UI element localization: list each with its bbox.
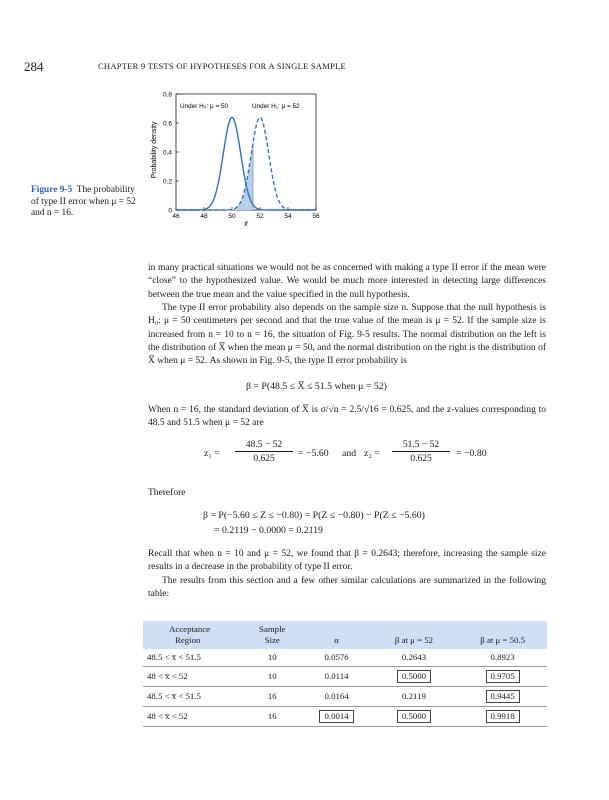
header-acceptance-region [143, 621, 241, 649]
cell-beta-52: 0.2643 [401, 652, 427, 662]
x-tick-label: 50 [228, 213, 236, 220]
cell-beta-52 [370, 667, 459, 687]
boxed-value: 0.0014 [319, 710, 353, 723]
z1-result: = −5.60 [298, 448, 329, 459]
z2-fraction [392, 440, 450, 464]
y-tick-label: 0 [168, 207, 172, 215]
paragraph-5: The results from this section and a few other similar calculations are summarized in the following table: [148, 576, 546, 600]
header-beta-50-5: β at μ = 50.5 [480, 635, 525, 645]
z1-numerator: 48.5 − 52 [235, 440, 293, 452]
paragraph-2: The type II error probability also depends on the sample size n. Suppose that the null hypothesis is H₀: μ = 50 centimeters per second and that the true value of the mean is μ = 52. If the sample size is increased from n = 10 to n = 16, the situation of Fig. 9-5 results. The normal distribution on the left is the distribution of X̅ when the mean μ = 50, and the normal distribution on the right is the distribution of X̅ when μ = 52. As shown in Fig. 9-5, the type II error probability is [148, 303, 546, 367]
legend-h0-label: Under H₀: μ = 50 [180, 103, 229, 110]
table-row [143, 649, 547, 667]
y-axis-title [151, 121, 158, 178]
cell-alpha: 0.0576 [324, 652, 349, 662]
paragraph-1: in many practical situations we would not be as concerned with making a type II error if the mean were “close” to the hypothesized value. We would be much more interested in detecting large differences between the true mean and the value specified in the null hypothesis. [148, 263, 546, 300]
legend-h1-label: Under H₁: μ = 52 [252, 103, 300, 110]
cell-alpha: 0.0114 [324, 671, 349, 681]
x-tick-label: 46 [172, 213, 180, 220]
cell-region: 48.5 < x̅ < 51.5 [147, 691, 201, 701]
cell-beta-52 [370, 707, 459, 727]
table-row [143, 687, 547, 707]
table-row [143, 667, 547, 687]
equation-beta-2-line-2: = 0.2119 − 0.0000 = 0.2119 [214, 525, 323, 536]
z1-fraction [235, 440, 293, 464]
x-axis-label: x̄ [244, 221, 248, 226]
header-beta-52: β at μ = 52 [394, 635, 433, 645]
x-tick-label: 52 [256, 213, 264, 220]
and-word: and [342, 448, 357, 459]
y-ticks [163, 91, 179, 214]
table-header [143, 621, 547, 649]
cell-size: 10 [267, 671, 277, 681]
boxed-value: 0.9445 [486, 690, 520, 703]
cell-size: 16 [267, 691, 277, 701]
z2-result: = −0.80 [456, 448, 487, 459]
equation-beta-2-line-1: β = P(−5.60 ≤ Z ≤ −0.80) = P(Z ≤ −0.80) − P(Z ≤ −5.60) [203, 510, 425, 521]
cell-region: 48.5 < x̅ < 51.5 [147, 652, 201, 662]
page-number: 284 [24, 59, 44, 74]
equation-beta-1: β = P(48.5 ≤ X̅ ≤ 51.5 when μ = 52) [246, 381, 387, 392]
paragraph-4: Recall that when n = 10 and μ = 52, we found that β = 0.2643; therefore, increasing the sample size results in a decrease in the probability of type II error. [148, 549, 546, 573]
boxed-value: 0.9705 [486, 670, 520, 683]
table-row [143, 707, 547, 727]
cell-alpha: 0.0164 [324, 691, 349, 701]
y-tick-label: 0.6 [162, 120, 172, 128]
figure-caption-label: Figure 9-5 [31, 185, 73, 195]
y-axis-label: Probability density [151, 121, 158, 179]
figure-caption [31, 185, 141, 220]
y-tick-label: 0.2 [162, 178, 172, 186]
y-tick-label: 0.4 [162, 149, 172, 157]
header-size-line-2: Size [264, 635, 280, 645]
x-tick-label: 54 [284, 213, 292, 220]
paragraph-3: When n = 16, the standard deviation of X̅ is σ/√n = 2.5/√16 = 0.625, and the z-values corresponding to 48.5 and 51.5 when μ = 52 are [148, 405, 546, 429]
header-region-line-1: Acceptance [169, 624, 211, 634]
therefore-text: Therefore [148, 488, 186, 498]
running-head: CHAPTER 9 TESTS OF HYPOTHESES FOR A SINGLE SAMPLE [98, 61, 346, 71]
boxed-value: 0.5000 [397, 670, 431, 683]
x-tick-label: 56 [312, 213, 320, 220]
z1-label: z₁ = [204, 448, 220, 459]
header-size-line-1: Sample [259, 624, 286, 634]
cell-beta-52: 0.2119 [402, 691, 426, 701]
boxed-value: 0.9918 [486, 710, 520, 723]
cell-beta-50-5: 0.8923 [490, 652, 515, 662]
figure-9-5-chart [148, 86, 328, 226]
cell-size: 10 [267, 652, 277, 662]
cell-beta-50-5 [458, 687, 547, 707]
cell-beta-50-5 [458, 707, 547, 727]
table-header-row [143, 621, 547, 649]
cell-alpha [304, 707, 370, 727]
z2-numerator: 51.5 − 52 [392, 440, 450, 452]
summary-table [143, 621, 547, 727]
cell-beta-50-5 [458, 667, 547, 687]
boxed-value: 0.5000 [397, 710, 431, 723]
x-tick-label: 48 [200, 213, 208, 220]
cell-size: 16 [267, 711, 277, 721]
cell-region: 48 < x̅ < 52 [147, 711, 188, 721]
type-ii-error-region [211, 143, 253, 210]
table-body [143, 649, 547, 727]
y-tick-label: 0.8 [162, 91, 172, 99]
header-region-line-2: Region [175, 635, 201, 645]
header-sample-size [241, 621, 304, 649]
figure-caption-text: The probability of type II error when μ = 52 and n = 16. [31, 185, 136, 218]
z1-denominator: 0.625 [253, 454, 275, 464]
cell-region: 48 < x̅ < 52 [147, 671, 188, 681]
z2-label: z₂ = [364, 448, 380, 459]
header-alpha: α [334, 635, 339, 645]
z2-denominator: 0.625 [410, 454, 432, 464]
